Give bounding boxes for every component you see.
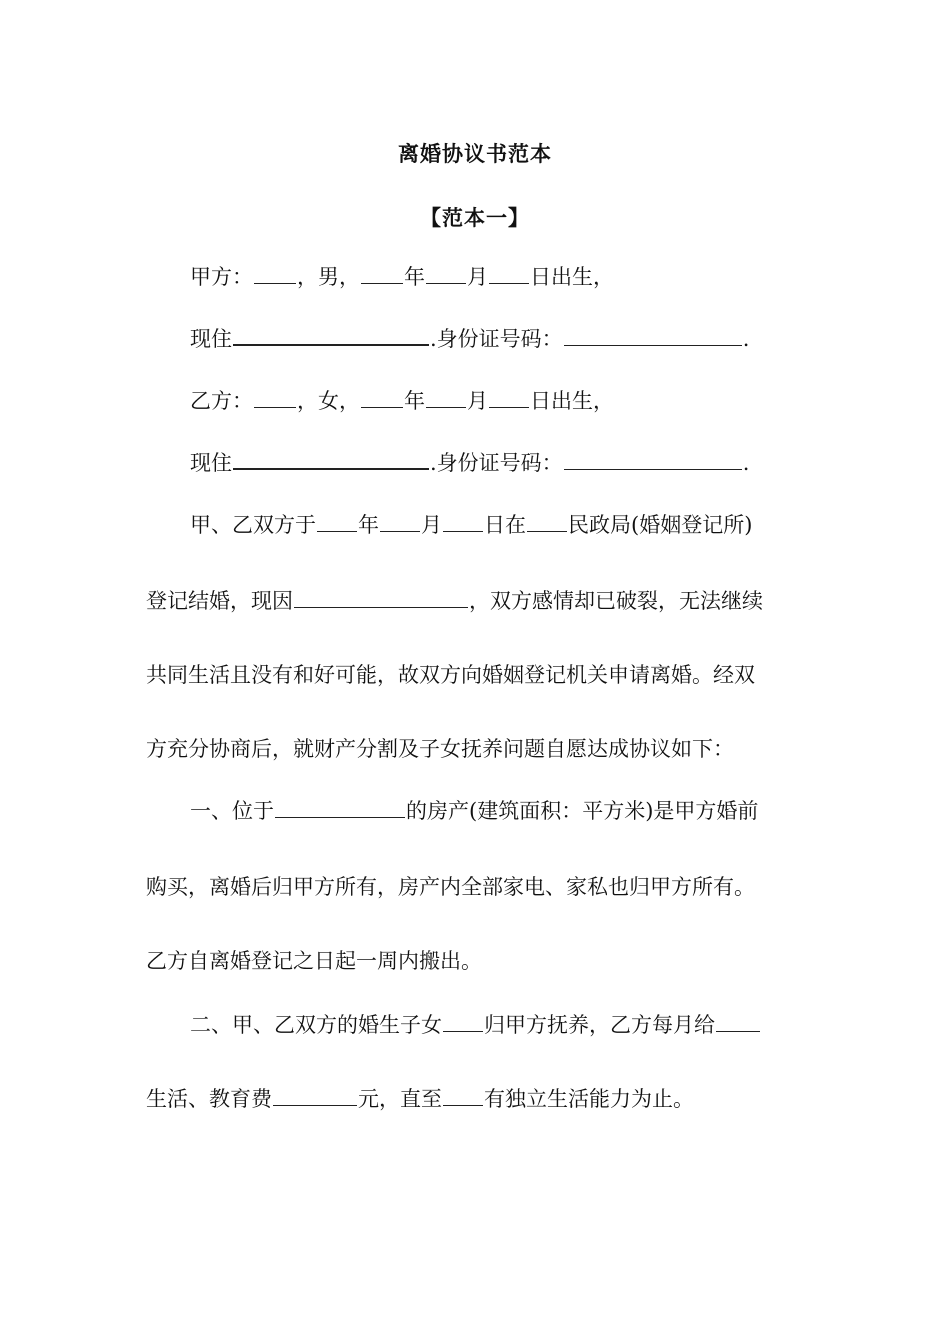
blank-until [443, 1085, 483, 1106]
blank-year [361, 263, 403, 284]
blank-year [317, 511, 357, 532]
party-a-line-1 [190, 262, 850, 292]
blank-recipient [716, 1011, 760, 1032]
blank-day [443, 511, 483, 532]
para1-line-1 [190, 510, 850, 540]
blank-name [254, 263, 296, 284]
blank-month [380, 511, 420, 532]
party-b-line-1 [190, 386, 850, 416]
label-day-at: 日在 [484, 513, 526, 537]
party-a-line-2 [190, 324, 850, 354]
para3-text-a: 二、甲、乙双方的婚生子女 [190, 1013, 442, 1037]
blank-day [489, 387, 529, 408]
para2-text-a: 一、位于 [190, 799, 274, 823]
end-mark: . [742, 327, 750, 351]
label-bureau: 民政局(婚姻登记所) [568, 513, 753, 537]
para3-text-l2b: 元，直至 [358, 1087, 442, 1111]
label-id: .身份证号码： [430, 451, 563, 475]
document-title: 离婚协议书范本 [398, 141, 552, 166]
label-year: 年 [404, 389, 425, 413]
para3-text-b: 归甲方抚养，乙方每月给 [484, 1013, 715, 1037]
party-b-label: 乙方： [190, 389, 253, 413]
para3-line-2 [146, 1084, 806, 1114]
party-a-gender: ，男， [297, 265, 360, 289]
para2-line-1 [190, 796, 850, 826]
blank-child [443, 1011, 483, 1032]
end-mark: . [742, 451, 750, 475]
para2-line-3: 乙方自离婚登记之日起一周内搬出。 [146, 949, 482, 973]
para3-text-l2a: 生活、教育费 [146, 1087, 272, 1111]
blank-location [275, 797, 405, 818]
label-born: 日出生， [530, 389, 614, 413]
blank-month [426, 387, 466, 408]
blank-name [254, 387, 296, 408]
label-month: 月 [467, 389, 488, 413]
blank-amount [273, 1085, 357, 1106]
blank-address [233, 448, 429, 470]
para1-text-l2b: ，双方感情却已破裂，无法继续 [469, 589, 763, 613]
label-year: 年 [404, 265, 425, 289]
label-year: 年 [358, 513, 379, 537]
document-subtitle: 【范本一】 [420, 205, 530, 230]
blank-year [361, 387, 403, 408]
blank-id [564, 325, 742, 346]
blank-bureau [527, 511, 567, 532]
para1-line-3: 共同生活且没有和好可能，故双方向婚姻登记机关申请离婚。经双 [146, 663, 755, 687]
para1-text-l2a: 登记结婚，现因 [146, 589, 293, 613]
para3-text-l2c: 有独立生活能力为止。 [484, 1087, 694, 1111]
blank-address [233, 324, 429, 346]
party-b-line-2 [190, 448, 850, 478]
blank-id [564, 449, 742, 470]
party-a-label: 甲方： [190, 265, 253, 289]
label-born: 日出生， [530, 265, 614, 289]
para2-text-b: 的房产(建筑面积：平方米)是甲方婚前 [406, 799, 759, 823]
label-id: .身份证号码： [430, 327, 563, 351]
para2-line-2: 购买，离婚后归甲方所有，房产内全部家电、家私也归甲方所有。 [146, 875, 755, 899]
blank-reason [294, 587, 468, 608]
para1-line-2 [146, 586, 806, 616]
party-b-gender: ，女， [297, 389, 360, 413]
para1-line-4: 方充分协商后，就财产分割及子女抚养问题自愿达成协议如下： [146, 737, 734, 761]
para1-text-a: 甲、乙双方于 [190, 513, 316, 537]
para3-line-1 [190, 1010, 850, 1040]
blank-month [426, 263, 466, 284]
blank-day [489, 263, 529, 284]
label-month: 月 [421, 513, 442, 537]
label-live: 现住 [190, 327, 232, 351]
label-live: 现住 [190, 451, 232, 475]
label-month: 月 [467, 265, 488, 289]
